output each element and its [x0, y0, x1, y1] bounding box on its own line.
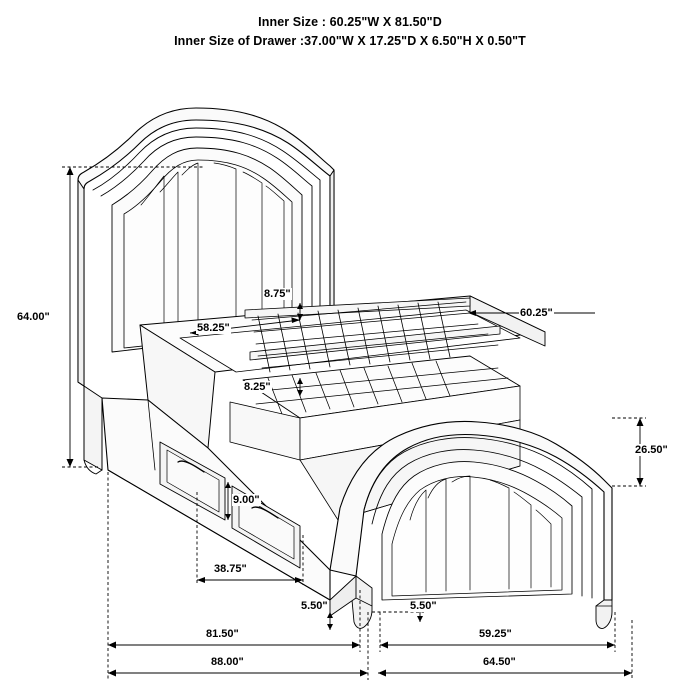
dim-drawer-width: 38.75": [214, 563, 247, 575]
dim-height-overall: 64.00": [17, 311, 50, 323]
dim-footboard-height: 26.50": [635, 444, 668, 456]
dim-overall-width: 64.50": [483, 656, 516, 668]
dim-headboard-inner-width: 58.25": [197, 322, 230, 334]
dim-mattress-width: 60.25": [520, 307, 553, 319]
header-inner-size: Inner Size : 60.25"W X 81.50"D: [258, 15, 442, 29]
dim-clearance-left: 5.50": [301, 600, 328, 612]
dim-overall-length: 88.00": [211, 656, 244, 668]
dim-side-length-inner: 81.50": [206, 628, 239, 640]
dim-front-width-inner: 59.25": [479, 628, 512, 640]
dim-slat-gap-top: 8.75": [264, 288, 291, 300]
dim-slat-gap-mid: 8.25": [244, 381, 271, 393]
header-inner-size-drawer: Inner Size of Drawer :37.00"W X 17.25"D X 6.50"H X 0.50"T: [174, 34, 526, 48]
dim-clearance-right: 5.50": [410, 600, 437, 612]
dim-drawer-front-height: 9.00": [233, 494, 260, 506]
